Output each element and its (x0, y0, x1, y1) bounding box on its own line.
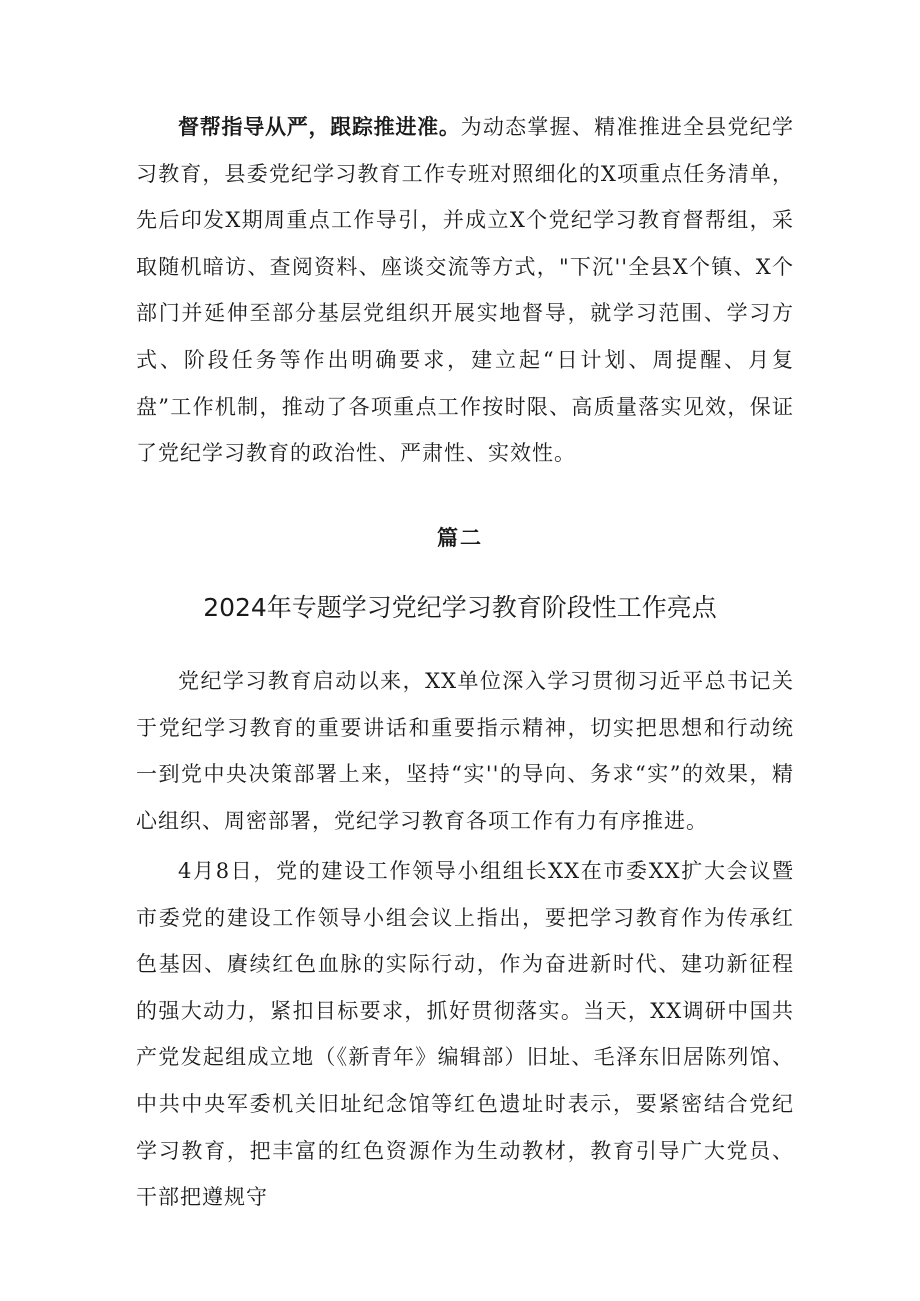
paragraph-supervision (136, 104, 794, 477)
paragraph-intro: 党纪学习教育启动以来，XX单位深入学习贯彻习近平总书记关于党纪学习教育的重要讲话和重要指示精神，切实把思想和行动统一到党中央决策部署上来，坚持“实''的导向、务求“实”的效果，精心组织、周密部署，党纪学习教育各项工作有力有序推进。 (136, 669, 794, 833)
section-label: 篇二 (437, 526, 483, 550)
paragraph-lead-heading: 督帮指导从严，跟踪推进准。 (178, 115, 461, 139)
document-title: 2024年专题学习党纪学习教育阶段性工作亮点 (203, 593, 717, 622)
paragraph-april-meeting: 4月8日，党的建设工作领导小组组长XX在市委XX扩大会议暨市委党的建设工作领导小组会议上指出，要把学习教育作为传承红色基因、賡续红色血脉的实际行动，作为奋进新时代、建功新征程的强大动力，紧扣目标要求，抓好贯彻落实。当天，XX调研中国共产党发起组成立地（《新青年》编辑部）旧址、毛泽东旧居陈列馆、中共中央军委机关旧址纪念馆等红色遗址时表示，要紧密结合党纪学习教育，把丰富的红色资源作为生动教材，教育引导广大党员、干部把遵规守 (136, 859, 794, 1210)
paragraph-body: 为动态掌握、精准推进全县党纪学习教育，县委党纪学习教育工作专班对照细化的X项重点任务清单，先后印发X期周重点工作导引，并成立X个党纪学习教育督帮组，采取随机暗访、查阅资料、座谈交流等方式，"下沉''全县X个镇、X个部门并延伸至部分基层党组织开展实地督导，就学习范围、学习方式、阶段任务等作出明确要求，建立起“日计划、周提醒、月复盘”工作机制，推动了各项重点工作按时限、高质量落实见效，保证了党纪学习教育的政治性、严肃性、实效性。 (136, 115, 795, 466)
